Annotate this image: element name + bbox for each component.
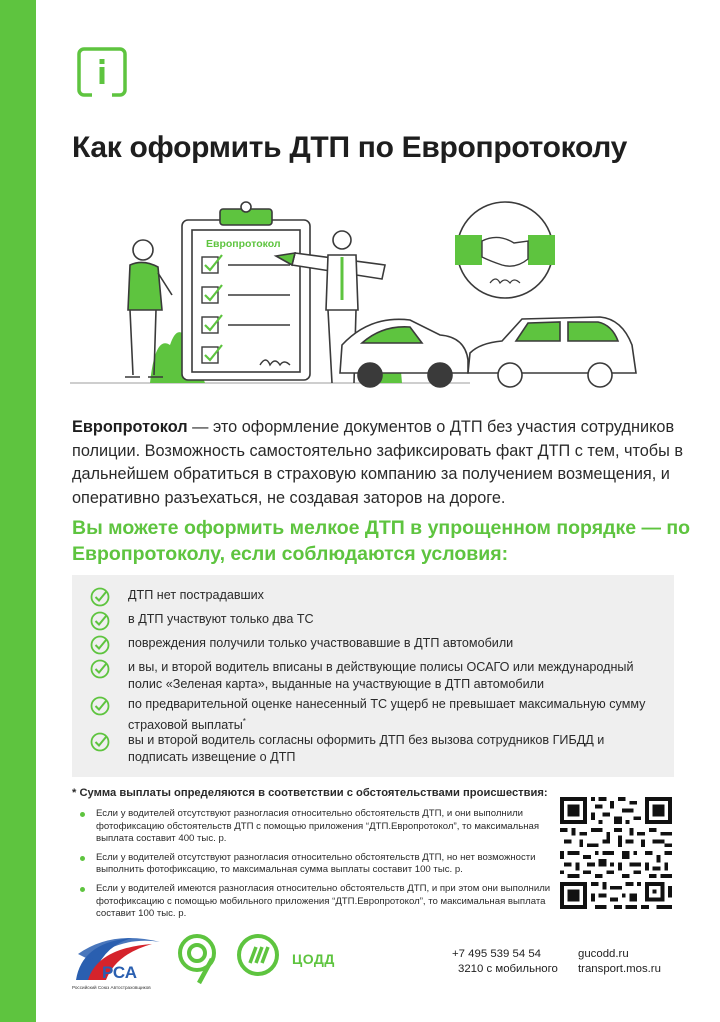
- footnote-item-text: Если у водителей имеются разногласия относительно обстоятельств ДТП, и при этом они выполнили фотофиксацию с помощью мобильного приложения “ДТП.Европротокол”, то максимальная выплата составит 100 тыс. р.: [96, 882, 551, 920]
- europrotocol-illustration: [70, 195, 680, 395]
- footnote-marker: *: [242, 717, 246, 726]
- footnote-list: [80, 808, 556, 927]
- conditions-heading: Вы можете оформить мелкое ДТП в упрощенном порядке — по Европротоколу, если соблюдаются условия:: [72, 517, 691, 565]
- handshake-badge: [455, 202, 555, 298]
- intro-term: Европротокол: [72, 418, 188, 436]
- website-link[interactable]: transport.mos.ru: [578, 963, 661, 975]
- intro-paragraph: [72, 416, 684, 510]
- check-circle-icon: [90, 611, 110, 631]
- qr-code[interactable]: [560, 797, 672, 909]
- bullet-dot: [80, 856, 85, 861]
- codd-label: ЦОДД: [292, 951, 335, 967]
- phone-block: [452, 947, 558, 977]
- rsa-caption: Российский Союз Автостраховщиков: [72, 985, 151, 990]
- conditions-box: [72, 575, 674, 777]
- check-circle-icon: [90, 732, 110, 752]
- rsa-logo-text: РСА: [102, 963, 138, 982]
- website-link[interactable]: gucodd.ru: [578, 948, 629, 960]
- condition-text: в ДТП участвуют только два ТС: [128, 612, 314, 626]
- condition-item: [90, 587, 660, 607]
- footnote-item: [80, 852, 556, 877]
- condition-text: [128, 696, 660, 734]
- clipboard-label: Европротокол: [206, 238, 281, 250]
- check-circle-icon: [90, 587, 110, 607]
- clipboard: [182, 202, 310, 380]
- rsa-logo[interactable]: [72, 934, 164, 990]
- footnote-item-text: Если у водителей отсутствуют разногласия относительно обстоятельств ДТП, и они выполнили фотофиксацию обстоятельств ДТП с помощью приложения “ДТП.Европротокол”, то максимальная выплата составит 400 тыс. р.: [96, 808, 540, 845]
- intro-text: — это оформление документов о ДТП без участия сотрудников полиции. Возможность самостоятельно зафиксировать факт ДТП с тем, чтобы в дальнейшем обратиться в страховую компанию за получением возмещения, и оперативно разъехаться, не создавая заторов на дороге.: [72, 418, 684, 507]
- check-circle-icon: [90, 635, 110, 655]
- phone-mobile: 3210 с мобильного: [458, 963, 558, 975]
- condition-text: вы и второй водитель согласны оформить ДТП без вызова сотрудников ГИБДД и подписать извещение о ДТП: [128, 733, 605, 764]
- check-circle-icon: [90, 696, 110, 716]
- condition-item: [90, 659, 660, 693]
- condition-item: [90, 635, 660, 655]
- car-green: [468, 317, 636, 387]
- car-dark: [340, 319, 468, 387]
- check-circle-icon: [90, 659, 110, 679]
- bullet-dot: [80, 812, 85, 817]
- green-side-bar: [0, 0, 36, 1022]
- footnote-item-text: Если у водителей отсутствуют разногласия относительно обстоятельств ДТП, но нет возможности выполнить фотофиксацию, то максимальная сумма выплаты составит 100 тыс. р.: [96, 851, 536, 876]
- codd-logo-icon[interactable]: [236, 933, 280, 977]
- condition-item: [90, 611, 660, 631]
- condition-text: повреждения получили только участвовавшие в ДТП автомобили: [128, 636, 514, 650]
- footnote-item: [80, 883, 556, 921]
- phone-number[interactable]: +7 495 539 54 54: [452, 948, 541, 960]
- page-title: Как оформить ДТП по Европротоколу: [72, 131, 628, 164]
- info-icon: [76, 46, 128, 98]
- footnote-heading: * Сумма выплаты определяются в соответствии с обстоятельствами происшествия:: [72, 787, 548, 799]
- condition-item: [90, 696, 660, 734]
- condition-item: [90, 732, 660, 766]
- condition-text: ДТП нет пострадавших: [128, 588, 264, 602]
- bullet-dot: [80, 887, 85, 892]
- condition-text: и вы, и второй водитель вписаны в действующие полисы ОСАГО или международный полис «Зеленая карта», выданные на участвующие в ДТП автомобили: [128, 660, 634, 691]
- footnote-item: [80, 808, 556, 846]
- condition-text-main: по предварительной оценке нанесенный ТС ущерб не превышает максимальную сумму страховой выплаты: [128, 697, 646, 733]
- transport-logo-icon[interactable]: [175, 933, 219, 985]
- websites-block: [578, 947, 661, 977]
